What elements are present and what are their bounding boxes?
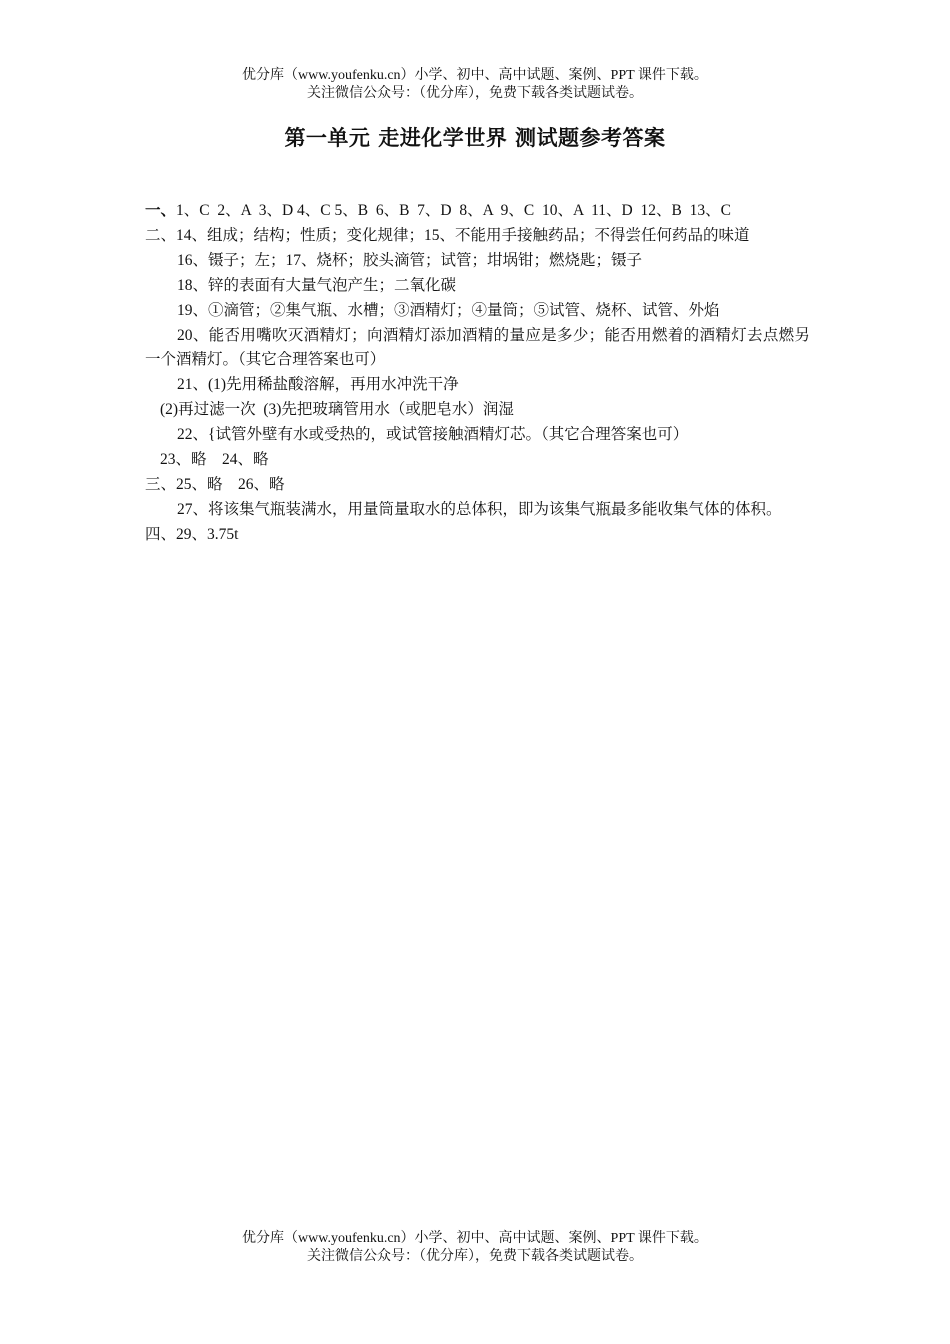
answer-line-11: 三、25、略 26、略 [145,475,285,493]
answer-line-13: 四、29、3.75t [145,525,239,543]
page-header [0,67,950,103]
answer-line-5: 19、①滴管；②集气瓶、水槽；③酒精灯；④量筒；⑤试管、烧杯、试管、外焰 [177,301,720,319]
header-line-2: 关注微信公众号：（优分库），免费下载各类试题试卷。 [307,86,643,101]
page-footer [0,1230,950,1266]
answer-line-2: 二、14、组成；结构；性质；变化规律；15、不能用手接触药品；不得尝任何药品的味道 [145,226,750,244]
answer-line-1-text: 1、C 2、A 3、D 4、C 5、B 6、B 7、D 8、A 9、C 10、A 11、D 12、B 13、C [176,202,731,219]
answer-line-6: 20、能否用嘴吹灭酒精灯；向酒精灯添加酒精的量应是多少；能否用燃着的酒精灯去点燃另一个酒精灯。（其它合理答案也可） [145,326,810,369]
answer-line-3: 16、镊子；左；17、烧杯；胶头滴管；试管；坩埚钳；燃烧匙；镊子 [177,251,643,269]
answer-line-12: 27、将该集气瓶装满水，用量筒量取水的总体积，即为该集气瓶最多能收集气体的体积。 [177,500,782,518]
answer-line-10: 23、略 24、略 [160,451,269,469]
answer-line-4: 18、锌的表面有大量气泡产生；二氧化碳 [177,276,457,294]
footer-line-1: 优分库（www.youfenku.cn）小学、初中、高中试题、案例、PPT 课件下载。 [242,1231,708,1246]
answer-line-7: 21、(1)先用稀盐酸溶解，再用水冲洗干净 [177,376,459,394]
section-one-label: 一、 [145,202,177,219]
page-title: 第一单元 走进化学世界 测试题参考答案 [284,126,666,150]
header-line-1: 优分库（www.youfenku.cn）小学、初中、高中试题、案例、PPT 课件下载。 [242,68,708,83]
answer-body [145,199,810,548]
footer-line-2: 关注微信公众号：（优分库），免费下载各类试题试卷。 [307,1249,643,1264]
answer-line-8: (2)再过滤一次 (3)先把玻璃管用水（或肥皂水）润湿 [160,401,514,419]
answer-line-1 [145,199,810,224]
answer-line-9: 22、{试管外壁有水或受热的，或试管接触酒精灯芯。（其它合理答案也可） [177,426,689,444]
